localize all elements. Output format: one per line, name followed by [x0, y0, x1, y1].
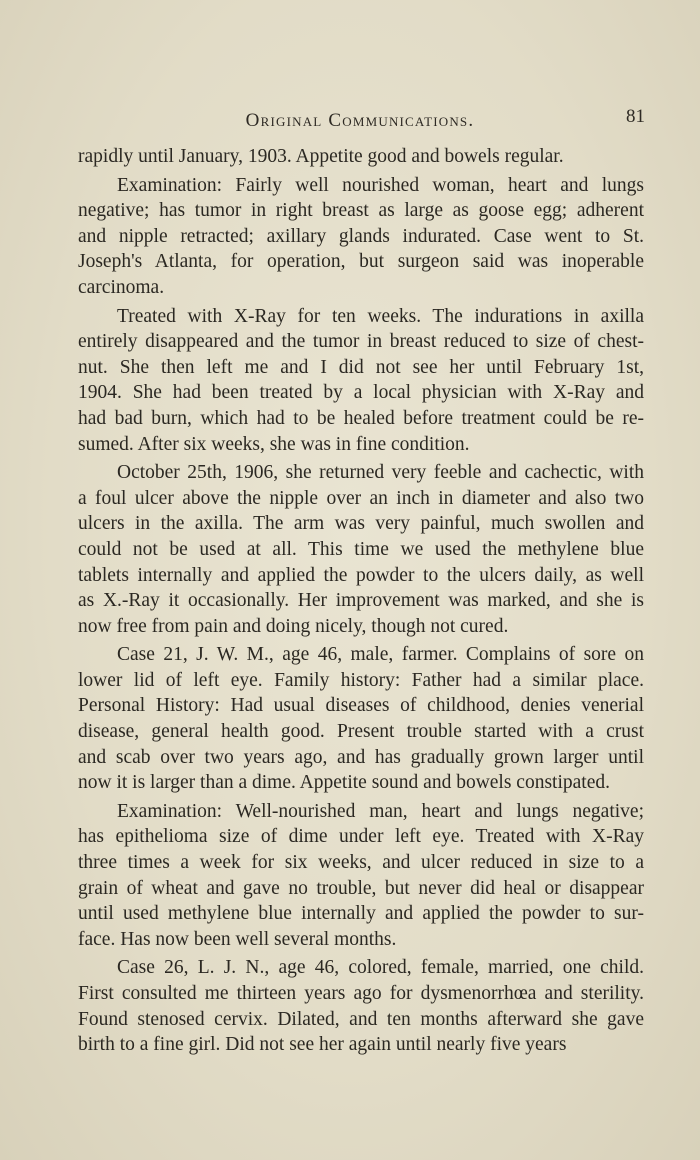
- text-line: three times a week for six weeks, and ulcer reduced in size to a: [78, 852, 644, 874]
- text-line: Treated with X-Ray for ten weeks. The indurations in axilla: [117, 305, 644, 327]
- text-line: now it is larger than a dime. Appetite sound and bowels constipated.: [78, 772, 610, 794]
- running-head: [0, 106, 700, 132]
- text-line: entirely disappeared and the tumor in breast reduced to size of chest-: [78, 331, 644, 353]
- paragraph: [78, 799, 644, 953]
- text-line: a foul ulcer above the nipple over an inch in diameter and also two: [78, 487, 644, 509]
- text-line: tablets internally and applied the powder to the ulcers daily, as well: [78, 564, 644, 586]
- text-line: Case 21, J. W. M., age 46, male, farmer. Complains of sore on: [117, 644, 644, 666]
- text-line: Examination: Fairly well nourished woman, heart and lungs: [117, 174, 644, 196]
- body-text: [78, 144, 644, 1058]
- text-line: carcinoma.: [78, 276, 165, 298]
- paragraph: [78, 642, 644, 796]
- text-line: Personal History: Had usual diseases of childhood, denies venerial: [78, 695, 644, 717]
- text-line: until used methylene blue internally and applied the powder to sur-: [78, 903, 644, 925]
- text-line: disease, general health good. Present trouble started with a crust: [78, 721, 644, 743]
- text-line: nut. She then left me and I did not see her until February 1st,: [78, 356, 644, 378]
- text-line: October 25th, 1906, she returned very feeble and cachectic, with: [117, 462, 644, 484]
- text-line: had bad burn, which had to be healed before treatment could be re-: [78, 407, 644, 429]
- text-line: has epithelioma size of dime under left eye. Treated with X-Ray: [78, 826, 644, 848]
- text-line: and scab over two years ago, and has gradually grown larger until: [78, 746, 644, 768]
- paragraph: [78, 173, 644, 301]
- text-line: ulcers in the axilla. The arm was very painful, much swollen and: [78, 513, 644, 535]
- text-line: negative; has tumor in right breast as large as goose egg; adherent: [78, 200, 644, 222]
- text-line: could not be used at all. This time we used the methylene blue: [78, 538, 644, 560]
- text-line: Joseph's Atlanta, for operation, but surgeon said was inoperable: [78, 251, 644, 273]
- text-line: sumed. After six weeks, she was in fine condition.: [78, 433, 470, 455]
- paragraph: [78, 460, 644, 639]
- text-line: as X.-Ray it occasionally. Her improvement was marked, and she is: [78, 590, 644, 612]
- text-line: face. Has now been well several months.: [78, 928, 397, 950]
- text-line: Found stenosed cervix. Dilated, and ten months afterward she gave: [78, 1008, 644, 1030]
- text-line: Examination: Well-nourished man, heart and lungs negative;: [117, 800, 644, 822]
- text-line: 1904. She had been treated by a local physician with X-Ray and: [78, 382, 644, 404]
- text-line: Case 26, L. J. N., age 46, colored, female, married, one child.: [117, 957, 644, 979]
- paragraph: [78, 304, 644, 458]
- paragraph: [78, 955, 644, 1057]
- text-line: lower lid of left eye. Family history: Father had a similar place.: [78, 669, 644, 691]
- paragraph: [78, 144, 644, 170]
- text-line: and nipple retracted; axillary glands indurated. Case went to St.: [78, 225, 644, 247]
- text-line: First consulted me thirteen years ago for dysmenorrhœa and sterility.: [78, 983, 644, 1004]
- page-number: 81: [626, 106, 645, 127]
- text-line: grain of wheat and gave no trouble, but never did heal or disappear: [78, 877, 644, 899]
- text-line: now free from pain and doing nicely, though not cured.: [78, 615, 509, 637]
- running-title: Original Communications.: [245, 110, 475, 131]
- text-line: rapidly until January, 1903. Appetite good and bowels regular.: [78, 146, 564, 167]
- text-line: birth to a fine girl. Did not see her again until nearly five years: [78, 1034, 567, 1056]
